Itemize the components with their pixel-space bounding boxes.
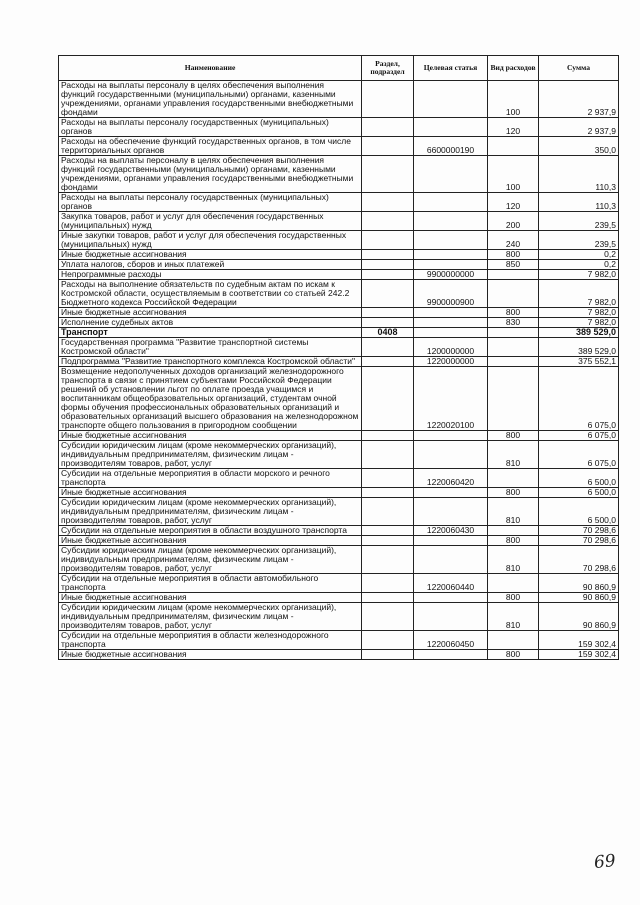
table-row (59, 212, 619, 231)
cell-name: Расходы на выполнение обязательств по судебным актам по искам к Костромской области, осуществляемым в соответствии со статьей 242.2 Бюджетного кодекса Российской Федерации (59, 280, 362, 308)
cell-section (362, 367, 414, 431)
cell-kind (488, 338, 539, 357)
cell-target (414, 441, 488, 469)
cell-name: Иные бюджетные ассигнования (59, 308, 362, 318)
cell-sum: 389 529,0 (539, 338, 619, 357)
table-row (59, 250, 619, 260)
cell-section (362, 441, 414, 469)
cell-sum: 7 982,0 (539, 280, 619, 308)
table-row (59, 367, 619, 431)
cell-sum: 7 982,0 (539, 270, 619, 280)
cell-sum: 2 937,9 (539, 118, 619, 137)
cell-kind (488, 270, 539, 280)
header-name: Наименование (59, 56, 362, 81)
cell-target (414, 431, 488, 441)
cell-target (414, 193, 488, 212)
cell-section: 0408 (362, 328, 414, 338)
cell-name: Субсидии юридическим лицам (кроме некоммерческих организаций), индивидуальным предпринимателям, физическим лицам - производителям товаров, работ, услуг (59, 441, 362, 469)
cell-sum: 159 302,4 (539, 631, 619, 650)
cell-name: Закупка товаров, работ и услуг для обеспечения государственных (муниципальных) нужд (59, 212, 362, 231)
cell-kind: 800 (488, 650, 539, 660)
cell-name: Субсидии юридическим лицам (кроме некоммерческих организаций), индивидуальным предпринимателям, физическим лицам - производителям товаров, работ, услуг (59, 603, 362, 631)
cell-sum: 6 500,0 (539, 488, 619, 498)
table-row (59, 631, 619, 650)
cell-section (362, 137, 414, 156)
cell-sum: 239,5 (539, 212, 619, 231)
cell-target (414, 212, 488, 231)
cell-target: 9900000900 (414, 280, 488, 308)
table-row (59, 593, 619, 603)
table-body (59, 81, 619, 660)
cell-name: Возмещение недополученных доходов организаций железнодорожного транспорта в связи с принятием субъектами Российской Федерации решений об установлении льгот по оплате проезда учащимся и воспитанникам общеобразовательных организаций, студентам очной формы обучения профессиональных образовательных организаций и образовательных организаций высшего образования на железнодорожном транспорте общего пользования в пригородном сообщении (59, 367, 362, 431)
table-row (59, 603, 619, 631)
table-row (59, 328, 619, 338)
cell-target (414, 650, 488, 660)
cell-sum: 70 298,6 (539, 546, 619, 574)
cell-sum: 6 075,0 (539, 367, 619, 431)
cell-name: Расходы на выплаты персоналу государственных (муниципальных) органов (59, 118, 362, 137)
cell-kind: 800 (488, 536, 539, 546)
table-row (59, 318, 619, 328)
cell-name: Иные бюджетные ассигнования (59, 488, 362, 498)
table-row (59, 118, 619, 137)
cell-sum: 70 298,6 (539, 526, 619, 536)
cell-kind: 800 (488, 308, 539, 318)
cell-kind: 120 (488, 193, 539, 212)
cell-kind (488, 469, 539, 488)
cell-target: 1200000000 (414, 338, 488, 357)
cell-section (362, 250, 414, 260)
header-kind: Вид расходов (488, 56, 539, 81)
cell-kind: 830 (488, 318, 539, 328)
cell-name: Иные бюджетные ассигнования (59, 650, 362, 660)
cell-kind: 100 (488, 81, 539, 118)
table-row (59, 270, 619, 280)
cell-target (414, 488, 488, 498)
cell-section (362, 338, 414, 357)
cell-section (362, 488, 414, 498)
cell-target (414, 250, 488, 260)
cell-section (362, 526, 414, 536)
cell-target: 1220020100 (414, 367, 488, 431)
cell-kind: 810 (488, 546, 539, 574)
cell-kind: 850 (488, 260, 539, 270)
cell-name: Субсидии юридическим лицам (кроме некоммерческих организаций), индивидуальным предпринимателям, физическим лицам - производителям товаров, работ, услуг (59, 546, 362, 574)
table-row (59, 650, 619, 660)
cell-section (362, 650, 414, 660)
cell-target (414, 308, 488, 318)
table-row (59, 280, 619, 308)
table-row (59, 574, 619, 593)
cell-name: Субсидии на отдельные мероприятия в области морского и речного транспорта (59, 469, 362, 488)
cell-target (414, 593, 488, 603)
cell-target (414, 328, 488, 338)
cell-kind: 800 (488, 431, 539, 441)
cell-sum: 389 529,0 (539, 328, 619, 338)
cell-sum: 90 860,9 (539, 593, 619, 603)
cell-target (414, 231, 488, 250)
cell-name: Иные бюджетные ассигнования (59, 431, 362, 441)
cell-target: 1220060420 (414, 469, 488, 488)
cell-name: Государственная программа "Развитие транспортной системы Костромской области" (59, 338, 362, 357)
table-row (59, 441, 619, 469)
cell-target: 1220060450 (414, 631, 488, 650)
cell-kind (488, 367, 539, 431)
table-row (59, 137, 619, 156)
cell-name: Иные бюджетные ассигнования (59, 593, 362, 603)
cell-kind: 810 (488, 498, 539, 526)
cell-section (362, 193, 414, 212)
cell-sum: 2 937,9 (539, 81, 619, 118)
cell-sum: 375 552,1 (539, 357, 619, 367)
cell-sum: 350,0 (539, 137, 619, 156)
table-row (59, 338, 619, 357)
cell-kind (488, 526, 539, 536)
cell-name: Расходы на выплаты персоналу в целях обеспечения выполнения функций государственными (муниципальными) органами, казенными учреждениями, органами управления государственными внебюджетными фондами (59, 156, 362, 193)
cell-sum: 7 982,0 (539, 318, 619, 328)
cell-section (362, 156, 414, 193)
cell-target: 1220000000 (414, 357, 488, 367)
cell-name: Субсидии на отдельные мероприятия в области железнодорожного транспорта (59, 631, 362, 650)
cell-section (362, 431, 414, 441)
cell-sum: 110,3 (539, 156, 619, 193)
table-row (59, 260, 619, 270)
cell-section (362, 593, 414, 603)
cell-sum: 110,3 (539, 193, 619, 212)
header-sum: Сумма (539, 56, 619, 81)
cell-target (414, 260, 488, 270)
cell-section (362, 280, 414, 308)
table-row (59, 156, 619, 193)
cell-target (414, 318, 488, 328)
cell-kind: 240 (488, 231, 539, 250)
cell-sum: 70 298,6 (539, 536, 619, 546)
cell-kind: 100 (488, 156, 539, 193)
cell-section (362, 603, 414, 631)
cell-section (362, 260, 414, 270)
cell-sum: 7 982,0 (539, 308, 619, 318)
table-row (59, 526, 619, 536)
cell-kind (488, 631, 539, 650)
cell-section (362, 536, 414, 546)
table-row (59, 469, 619, 488)
cell-kind: 800 (488, 593, 539, 603)
table-row (59, 357, 619, 367)
cell-section (362, 469, 414, 488)
cell-section (362, 308, 414, 318)
cell-name: Уплата налогов, сборов и иных платежей (59, 260, 362, 270)
cell-target (414, 498, 488, 526)
table-row (59, 546, 619, 574)
table-row (59, 308, 619, 318)
cell-name: Подпрограмма "Развитие транспортного комплекса Костромской области" (59, 357, 362, 367)
cell-kind (488, 574, 539, 593)
cell-sum: 0,2 (539, 250, 619, 260)
cell-target (414, 546, 488, 574)
cell-section (362, 81, 414, 118)
cell-section (362, 270, 414, 280)
cell-name: Непрограммные расходы (59, 270, 362, 280)
cell-target (414, 536, 488, 546)
cell-kind (488, 137, 539, 156)
cell-sum: 6 500,0 (539, 498, 619, 526)
cell-name: Расходы на обеспечение функций государственных органов, в том числе территориальных органов (59, 137, 362, 156)
cell-section (362, 318, 414, 328)
cell-section (362, 546, 414, 574)
table-row (59, 498, 619, 526)
cell-kind: 800 (488, 250, 539, 260)
cell-sum: 159 302,4 (539, 650, 619, 660)
cell-name: Расходы на выплаты персоналу в целях обеспечения выполнения функций государственными (муниципальными) органами, казенными учреждениями, органами управления государственными внебюджетными фондами (59, 81, 362, 118)
table-row (59, 488, 619, 498)
table-row (59, 81, 619, 118)
cell-section (362, 212, 414, 231)
cell-sum: 239,5 (539, 231, 619, 250)
cell-target: 9900000000 (414, 270, 488, 280)
cell-sum: 0,2 (539, 260, 619, 270)
cell-name: Исполнение судебных актов (59, 318, 362, 328)
cell-target (414, 81, 488, 118)
cell-kind (488, 357, 539, 367)
table-row (59, 231, 619, 250)
cell-section (362, 357, 414, 367)
cell-name: Иные бюджетные ассигнования (59, 250, 362, 260)
cell-section (362, 498, 414, 526)
cell-target: 1220060430 (414, 526, 488, 536)
budget-table (58, 55, 619, 660)
cell-sum: 90 860,9 (539, 574, 619, 593)
cell-sum: 6 075,0 (539, 441, 619, 469)
table-header (59, 56, 619, 81)
cell-kind: 810 (488, 441, 539, 469)
cell-kind: 200 (488, 212, 539, 231)
cell-target: 1220060440 (414, 574, 488, 593)
cell-target: 6600000190 (414, 137, 488, 156)
table-row (59, 536, 619, 546)
cell-name: Расходы на выплаты персоналу государственных (муниципальных) органов (59, 193, 362, 212)
cell-name: Транспорт (59, 328, 362, 338)
cell-sum: 6 500,0 (539, 469, 619, 488)
cell-name: Субсидии юридическим лицам (кроме некоммерческих организаций), индивидуальным предпринимателям, физическим лицам - производителям товаров, работ, услуг (59, 498, 362, 526)
cell-kind: 800 (488, 488, 539, 498)
cell-section (362, 231, 414, 250)
cell-target (414, 118, 488, 137)
table-row (59, 193, 619, 212)
header-section: Раздел, подраздел (362, 56, 414, 81)
cell-name: Иные закупки товаров, работ и услуг для обеспечения государственных (муниципальных) нужд (59, 231, 362, 250)
cell-section (362, 118, 414, 137)
cell-kind: 810 (488, 603, 539, 631)
cell-sum: 6 075,0 (539, 431, 619, 441)
header-target: Целевая статья (414, 56, 488, 81)
cell-name: Субсидии на отдельные мероприятия в области воздушного транспорта (59, 526, 362, 536)
cell-kind (488, 328, 539, 338)
cell-sum: 90 860,9 (539, 603, 619, 631)
cell-name: Субсидии на отдельные мероприятия в области автомобильного транспорта (59, 574, 362, 593)
cell-kind (488, 280, 539, 308)
table-row (59, 431, 619, 441)
page-number: 69 (593, 850, 617, 874)
cell-section (362, 574, 414, 593)
cell-name: Иные бюджетные ассигнования (59, 536, 362, 546)
cell-kind: 120 (488, 118, 539, 137)
cell-target (414, 603, 488, 631)
cell-section (362, 631, 414, 650)
cell-target (414, 156, 488, 193)
